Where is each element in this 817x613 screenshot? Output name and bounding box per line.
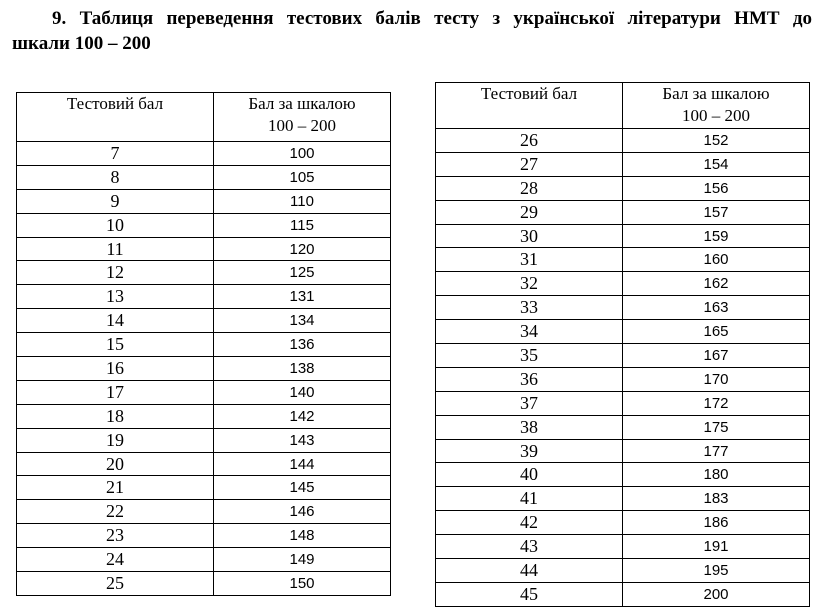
scale-score-cell: 120 [214,237,391,261]
header-scale-line-1: Бал за шкалою [662,84,770,103]
table-row [17,572,391,596]
scale-score-cell: 105 [214,165,391,189]
test-score-cell: 25 [17,572,214,596]
scale-score-cell: 162 [623,272,810,296]
table-row [436,367,810,391]
scale-score-cell: 167 [623,344,810,368]
header-scale-line-1: Бал за шкалою [248,94,356,113]
test-score-cell: 15 [17,333,214,357]
scale-score-cell: 157 [623,200,810,224]
header-scale-score [214,93,391,142]
title-line-1: 9. Таблиця переведення тестових балів тесту з української літератури НМТ до [52,8,812,29]
test-score-cell: 39 [436,439,623,463]
scale-score-cell: 134 [214,309,391,333]
scale-score-cell: 159 [623,224,810,248]
test-score-cell: 34 [436,320,623,344]
test-score-cell: 35 [436,344,623,368]
scale-score-cell: 146 [214,500,391,524]
table-row [17,380,391,404]
table-row [436,176,810,200]
test-score-cell: 23 [17,524,214,548]
scale-score-cell: 148 [214,524,391,548]
test-score-cell: 42 [436,511,623,535]
test-score-cell: 7 [17,142,214,166]
scale-score-cell: 145 [214,476,391,500]
scale-score-cell: 125 [214,261,391,285]
scale-score-cell: 186 [623,511,810,535]
scale-score-cell: 149 [214,548,391,572]
table-row [436,152,810,176]
scale-score-cell: 163 [623,296,810,320]
scale-score-cell: 154 [623,152,810,176]
header-scale-score [623,83,810,129]
table-row [436,272,810,296]
test-score-cell: 38 [436,415,623,439]
scale-score-cell: 131 [214,285,391,309]
scale-score-cell: 191 [623,535,810,559]
table-row [436,224,810,248]
test-score-cell: 41 [436,487,623,511]
test-score-cell: 9 [17,189,214,213]
scale-score-cell: 172 [623,391,810,415]
scale-score-cell: 195 [623,559,810,583]
table-row [436,391,810,415]
scale-score-cell: 160 [623,248,810,272]
test-score-cell: 45 [436,582,623,606]
title-line-2: шкали 100 – 200 [12,33,151,54]
table-header-row [17,93,391,142]
table-row [436,415,810,439]
scale-score-cell: 152 [623,129,810,153]
table-row [436,344,810,368]
table-row [17,357,391,381]
test-score-cell: 40 [436,463,623,487]
table-row [436,129,810,153]
scale-score-cell: 165 [623,320,810,344]
test-score-cell: 20 [17,452,214,476]
table-row [17,165,391,189]
scale-score-cell: 142 [214,404,391,428]
test-score-cell: 21 [17,476,214,500]
scale-score-cell: 140 [214,380,391,404]
table-row [436,535,810,559]
scale-score-cell: 100 [214,142,391,166]
scale-score-cell: 175 [623,415,810,439]
scale-score-cell: 180 [623,463,810,487]
table-row [436,582,810,606]
test-score-cell: 11 [17,237,214,261]
table-body [17,142,391,596]
test-score-cell: 17 [17,380,214,404]
table-row [17,142,391,166]
table-row [436,320,810,344]
scale-score-cell: 136 [214,333,391,357]
test-score-cell: 32 [436,272,623,296]
scale-score-cell: 200 [623,582,810,606]
scale-score-cell: 177 [623,439,810,463]
table-row [17,404,391,428]
document-title [12,6,812,56]
test-score-cell: 30 [436,224,623,248]
test-score-cell: 13 [17,285,214,309]
scale-score-cell: 150 [214,572,391,596]
table-row [436,511,810,535]
test-score-cell: 31 [436,248,623,272]
table-row [436,559,810,583]
test-score-cell: 18 [17,404,214,428]
table-row [17,333,391,357]
test-score-cell: 22 [17,500,214,524]
scale-score-cell: 156 [623,176,810,200]
test-score-cell: 37 [436,391,623,415]
test-score-cell: 28 [436,176,623,200]
table-row [17,476,391,500]
test-score-cell: 19 [17,428,214,452]
table-row [17,500,391,524]
header-scale-line-2: 100 – 200 [268,116,336,135]
test-score-cell: 36 [436,367,623,391]
table-row [17,548,391,572]
table-row [436,248,810,272]
table-row [17,189,391,213]
header-test-score: Тестовий бал [436,83,623,129]
table-row [436,296,810,320]
test-score-cell: 8 [17,165,214,189]
test-score-cell: 29 [436,200,623,224]
test-score-cell: 10 [17,213,214,237]
test-score-cell: 12 [17,261,214,285]
table-header-row [436,83,810,129]
table-row [17,261,391,285]
table-row [17,524,391,548]
test-score-cell: 16 [17,357,214,381]
score-table-right [435,82,810,607]
header-test-score: Тестовий бал [17,93,214,142]
table-row [436,200,810,224]
table-row [17,237,391,261]
score-table-left [16,92,391,596]
test-score-cell: 43 [436,535,623,559]
table-row [17,309,391,333]
table-row [17,452,391,476]
test-score-cell: 27 [436,152,623,176]
table-row [17,285,391,309]
test-score-cell: 26 [436,129,623,153]
scale-score-cell: 144 [214,452,391,476]
header-scale-line-2: 100 – 200 [682,106,750,125]
scale-score-cell: 138 [214,357,391,381]
scale-score-cell: 143 [214,428,391,452]
table-row [17,428,391,452]
test-score-cell: 44 [436,559,623,583]
test-score-cell: 33 [436,296,623,320]
scale-score-cell: 170 [623,367,810,391]
table-row [436,463,810,487]
table-row [17,213,391,237]
test-score-cell: 14 [17,309,214,333]
scale-score-cell: 183 [623,487,810,511]
table-row [436,487,810,511]
scale-score-cell: 110 [214,189,391,213]
table-row [436,439,810,463]
scale-score-cell: 115 [214,213,391,237]
test-score-cell: 24 [17,548,214,572]
table-body [436,129,810,607]
